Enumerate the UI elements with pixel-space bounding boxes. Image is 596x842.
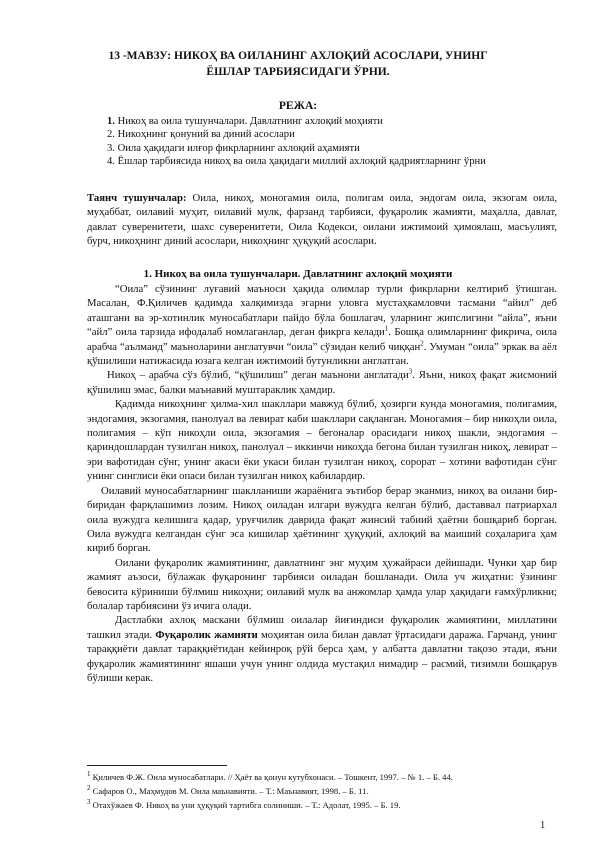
plan-item bbox=[107, 142, 557, 155]
body-text bbox=[87, 282, 557, 685]
footnote-number: 3 bbox=[87, 798, 91, 807]
plan-item bbox=[107, 155, 557, 168]
footnote-ref: 2 bbox=[420, 339, 424, 348]
plan-item-text: Ёшлар тарбиясида никоҳ ва оила ҳақидаги миллий ахлоқий қадриятларнинг ўрни bbox=[114, 156, 486, 168]
plan-item bbox=[107, 128, 557, 141]
keywords-text: Оила, никоҳ, моногамия оила, полигам оила, эндогам оила, экзогам оила, муҳаббат, оилавий муҳит, оилавий мулк, фарзанд тарбияси, фуқаролик жамияти, маҳалла, давлат, давлат суверенитети, шахс суверенитети, Оила Кодекси, оилани ижтимоий ҳимоялаш, масъулият, бурч, никоҳнинг диний асослари, никоҳнинг ҳуқуқий асослари. bbox=[87, 192, 557, 248]
paragraph-text: . Яъни, никоҳ фақат жисмоний қўшилиш эмас, балки маънавий муштараклик ҳамдир. bbox=[87, 369, 557, 396]
footnote-separator bbox=[87, 765, 227, 766]
document-title: 13 -МАВЗУ: НИКОҲ ВА ОИЛАНИНГ АХЛОҚИЙ АСОСЛАРИ, УНИНГ ЁШЛАР ТАРБИЯСИДАГИ ЎРНИ. bbox=[108, 50, 488, 78]
paragraph-family-cell: Оилани фуқаролик жамиятининг, давлатнинг энг муҳим ҳужайраси дейишади. Чунки ҳар бир жамият аъзоси, бўлажак фуқаронинг тарбияси оиладан бошланади. Оила уч жиҳатни: ўзининг бевосита кўриниши бўлмиш никоҳни; оилавий мулк ва анжомлар ҳамда улар ҳақидаги ғамхўрликни; болалар тарбиясини ўз ичига олади. bbox=[87, 556, 557, 612]
keywords-paragraph bbox=[87, 191, 557, 249]
plan-item-number: 4. bbox=[107, 156, 115, 168]
plan-heading: РЕЖА: bbox=[278, 100, 318, 112]
footnotes bbox=[87, 770, 557, 812]
footnote-number: 1 bbox=[87, 770, 91, 779]
paragraph-text: моҳиятан оила билан давлат ўртасидаги даража. Гарчанд, унинг тараққиёти давлат тараққиётидан кейинроқ рўй берса ҳам, у албатта давлатни тақозо этади, яъни фуқаролик жамиятининг яшаши учун унинг олдида мустақил нимадир – расмий, тизимли бошқарув бўлиши керак. bbox=[87, 628, 557, 684]
paragraph-family-relations: Оилавий муносабатларнинг шаклланиши жараёнига эътибор берар эканмиз, никоҳ ва оилани бир-биридан фарқлашимиз лозим. Никоҳ оиладан илгари вужудга келган бўлиб, даставвал патриархал оила вужудга келишига қадар, уруғчилик даврида фақат жинсий табиий ҳаётни бошқариб борган. Оила вужудга келгандан сўнг эса кишилар ҳаётининг ҳуқуқий, ахлоқий ва маиший соҳаларига ҳам кириб борган. bbox=[87, 484, 557, 555]
plan-item-number: 1. bbox=[107, 116, 115, 127]
footnote-ref: 3 bbox=[408, 367, 413, 376]
footnote-text: Отахўжаев Ф. Никоҳ ва уни ҳуқуқий тартибга солиниши. – Т.: Адолат, 1995. – Б. 19. bbox=[90, 800, 401, 810]
plan-item bbox=[107, 115, 557, 128]
paragraph-text: Никоҳ – арабча сўз бўлиб, “қўшилиш” деган маънони англатади bbox=[107, 369, 409, 382]
paragraph-marriage-forms: Қадимда никоҳнинг ҳилма-хил шакллари мавжуд бўлиб, ҳозирги кунда моногамия, полигамия, эндогамия, экзогамия, панолуал ва левират каби шакллари сақланган. Моногамия – бир никоҳли оила, полигамия – кўп никоҳли оила, экзогамия – бегоналар орасидаги никоҳ шакли, эндогамия – қариндошлардан тузилган никоҳ, панолуал – иккинчи никоҳда бегона билан тузилган никоҳ, левират – эри вафотидан сўнг, унинг акаси ёки укаси билан тузилган никоҳ, сорорат – хотини вафотидан сўнг унинг синглиси ёки опаси билан тузилган никоҳ кабилардир. bbox=[87, 398, 557, 483]
footnote-text: Қиличев Ф.Ж. Оила муносабатлари. // Ҳаёт ва қонун кутубхонаси. – Тошкент, 1997. – № 1. – Б. 44. bbox=[90, 772, 453, 782]
plan-list bbox=[107, 115, 557, 169]
paragraph-nikoh-definition bbox=[87, 368, 557, 397]
footnote-ref: 1 bbox=[384, 324, 389, 333]
civil-society-term: Фуқаролик жамияти bbox=[155, 628, 258, 641]
page-number: 1 bbox=[540, 820, 546, 831]
footnote-text: Сафаров О., Маҳмудов М. Оила маънавияти. – Т.: Маънавият, 1998. – Б. 11. bbox=[90, 786, 369, 796]
footnote bbox=[87, 798, 557, 812]
footnote bbox=[87, 784, 557, 798]
plan-item-number: 2. bbox=[107, 129, 115, 141]
plan-item-number: 3. bbox=[107, 142, 115, 154]
keywords-label: Таянч тушунчалар: bbox=[87, 192, 187, 204]
paragraph-text: Дастлабки ахлоқ маскани бўлмиш оилалар йиғиндиси фуқаролик жамиятини, миллатини ташкил этади. bbox=[87, 614, 557, 641]
paragraph-text: . Бошқа олимларнинг фикрича, оила арабча “аълманд” маъноларини англатувчи “оила” сўзидан келиб чиққан bbox=[87, 326, 557, 353]
footnote bbox=[87, 770, 557, 784]
footnote-number: 2 bbox=[87, 784, 91, 793]
paragraph-civil-society bbox=[87, 613, 557, 685]
paragraph-text: . Умуман “оила” эркак ва аёл қўшилиши натижасида юзага келган ижтимоий бутунликни англатган. bbox=[87, 340, 557, 368]
plan-item-text: Никоҳнинг қонуний ва диний асослари bbox=[114, 129, 295, 141]
plan-item-text: Оила ҳақидаги илғор фикрларнинг ахлоқий аҳамияти bbox=[114, 142, 360, 154]
section-heading: 1. Никоҳ ва оила тушунчалари. Давлатнинг ахлоқий моҳияти bbox=[143, 268, 453, 280]
paragraph-text: “Оила” сўзининг луғавий маъноси ҳақида олимлар турли фикрларни келтириб ўтишган. Масалан, Ф.Қиличев қадимда халқимизда эгарни уловга мустаҳкамловчи тасмани “айил” деб аташгани ва эр-хотинлик муносабатлари пайдо бўла бошлагач, уларнинг жипслигини “айла”, яъни “айл” оила тарзида ифодалаб номлаганлар, деган фикрга келади bbox=[87, 283, 557, 339]
paragraph-oila-etymology bbox=[87, 282, 557, 368]
plan-item-text: Никоҳ ва оила тушунчалари. Давлатнинг ахлоқий моҳияти bbox=[114, 116, 383, 127]
